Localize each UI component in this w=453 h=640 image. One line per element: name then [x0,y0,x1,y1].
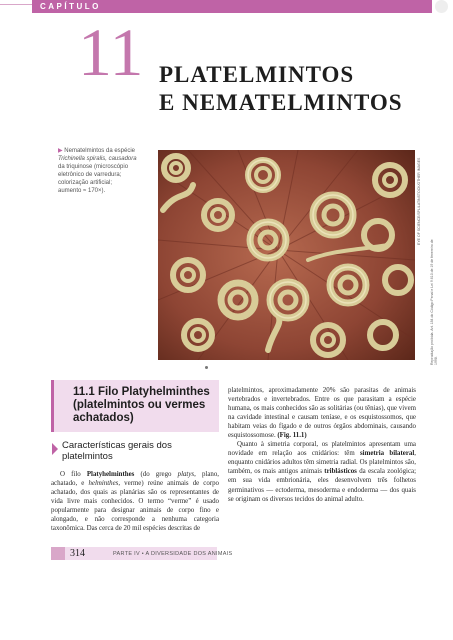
page-number: 314 [70,548,85,559]
text-run: da escala zoológica; em sua vida embrionária, eles desenvolvem três folhetos germinativos — ectoderma, mesoderma e endoderma — dos quais se originam os diversos tecidos do animal adulto. [228,468,417,503]
bold-term: simetria bilateral [359,450,415,458]
part-label: PARTE IV • A DIVERSIDADE DOS ANIMAIS [113,551,233,557]
trichinella-micrograph [158,150,415,360]
caption-bullet-icon: ▶ [58,148,63,154]
photo-caption [58,147,158,195]
chapter-title-line-1: PLATELMINTOS [159,62,355,87]
subsection-title: Características gerais dos platelmintos [62,440,172,462]
body-column-right [228,386,416,504]
subsection-arrow-icon [52,443,58,455]
body-paragraph [228,386,416,440]
binder-hole [435,0,448,13]
text-run: platelmintos, aproximadamente 20% são parasitas de animais vertebrados e invertebrados. Entre os que parasitam a espécie humana, os mais conhecidos são as solitárias (ou tênias), que vivem na cavidade intestinal e causam teníase, e os esquistossomos, que habitam veias do fígado e de outros órgãos abdominais, causando esquistossomose. [228,387,416,440]
chapter-label: CAPÍTULO [40,2,101,11]
text-run: (do grego [134,471,178,478]
caption-line: colorização artificial; [58,180,113,186]
caption-line: aumento ≈ 170×). [58,188,106,194]
chapter-title-line-2: E NEMATELMINTOS [159,90,403,115]
section-title: 11.1 Filo Platyhelminthes (platelmintos ou vermes achatados) [73,386,210,424]
caption-line: eletrônico de varredura; [58,172,122,178]
text-run: , verme) reúne animais de corpo achatado, dos quais as planárias são os representantes de vida livre mais conhecidos. O termo “verme” é usado popularmente para designar animais de corpo fino e alongado, e não corresponde a nenhuma categoria taxonômica. Das cerca de 20 mil espécies descritas de [51,480,219,533]
crop-mark [0,4,32,5]
italic-term: helminthes [88,480,119,488]
body-paragraph [228,440,416,503]
text-run: , plano, achatado, e [51,471,219,488]
caption-line: Nematelmintos da espécie [64,148,135,154]
text-run: Quanto à simetria corporal, os platelmintos apresentam uma novidade em relação aos cnidários: têm [228,441,416,458]
print-mark [205,366,208,369]
body-column-left [51,470,219,533]
bold-term: Platyhelminthes [86,471,135,478]
caption-line: da triquinose (microscópio [58,164,129,170]
text-run: O filo [60,471,87,478]
trichinella-photo [158,150,415,360]
italic-term: platys [177,471,195,478]
text-run: , enquanto cnidários adultos têm simetria radial. Os platelmintos são, também, os mais antigos animais [228,450,416,476]
photo-credit: EYE OF SCIENCE/SPL/LATINSTOCK/OTHER IMAGES [417,157,421,245]
section-heading-accent [51,380,54,432]
body-paragraph [51,470,219,533]
bold-term: (Fig. 11.1) [277,432,307,440]
footer-accent [51,547,65,560]
reproduction-notice: Reprodução proibida. Art. 184 do Código Penal e Lei 9.610 de 19 de fevereiro de 1998. [430,239,438,365]
chapter-number: 11 [78,14,144,90]
chapter-title [159,61,403,117]
bold-term: triblásticos [324,468,357,476]
caption-line: Trichinella spiralis, causadora [58,156,137,162]
